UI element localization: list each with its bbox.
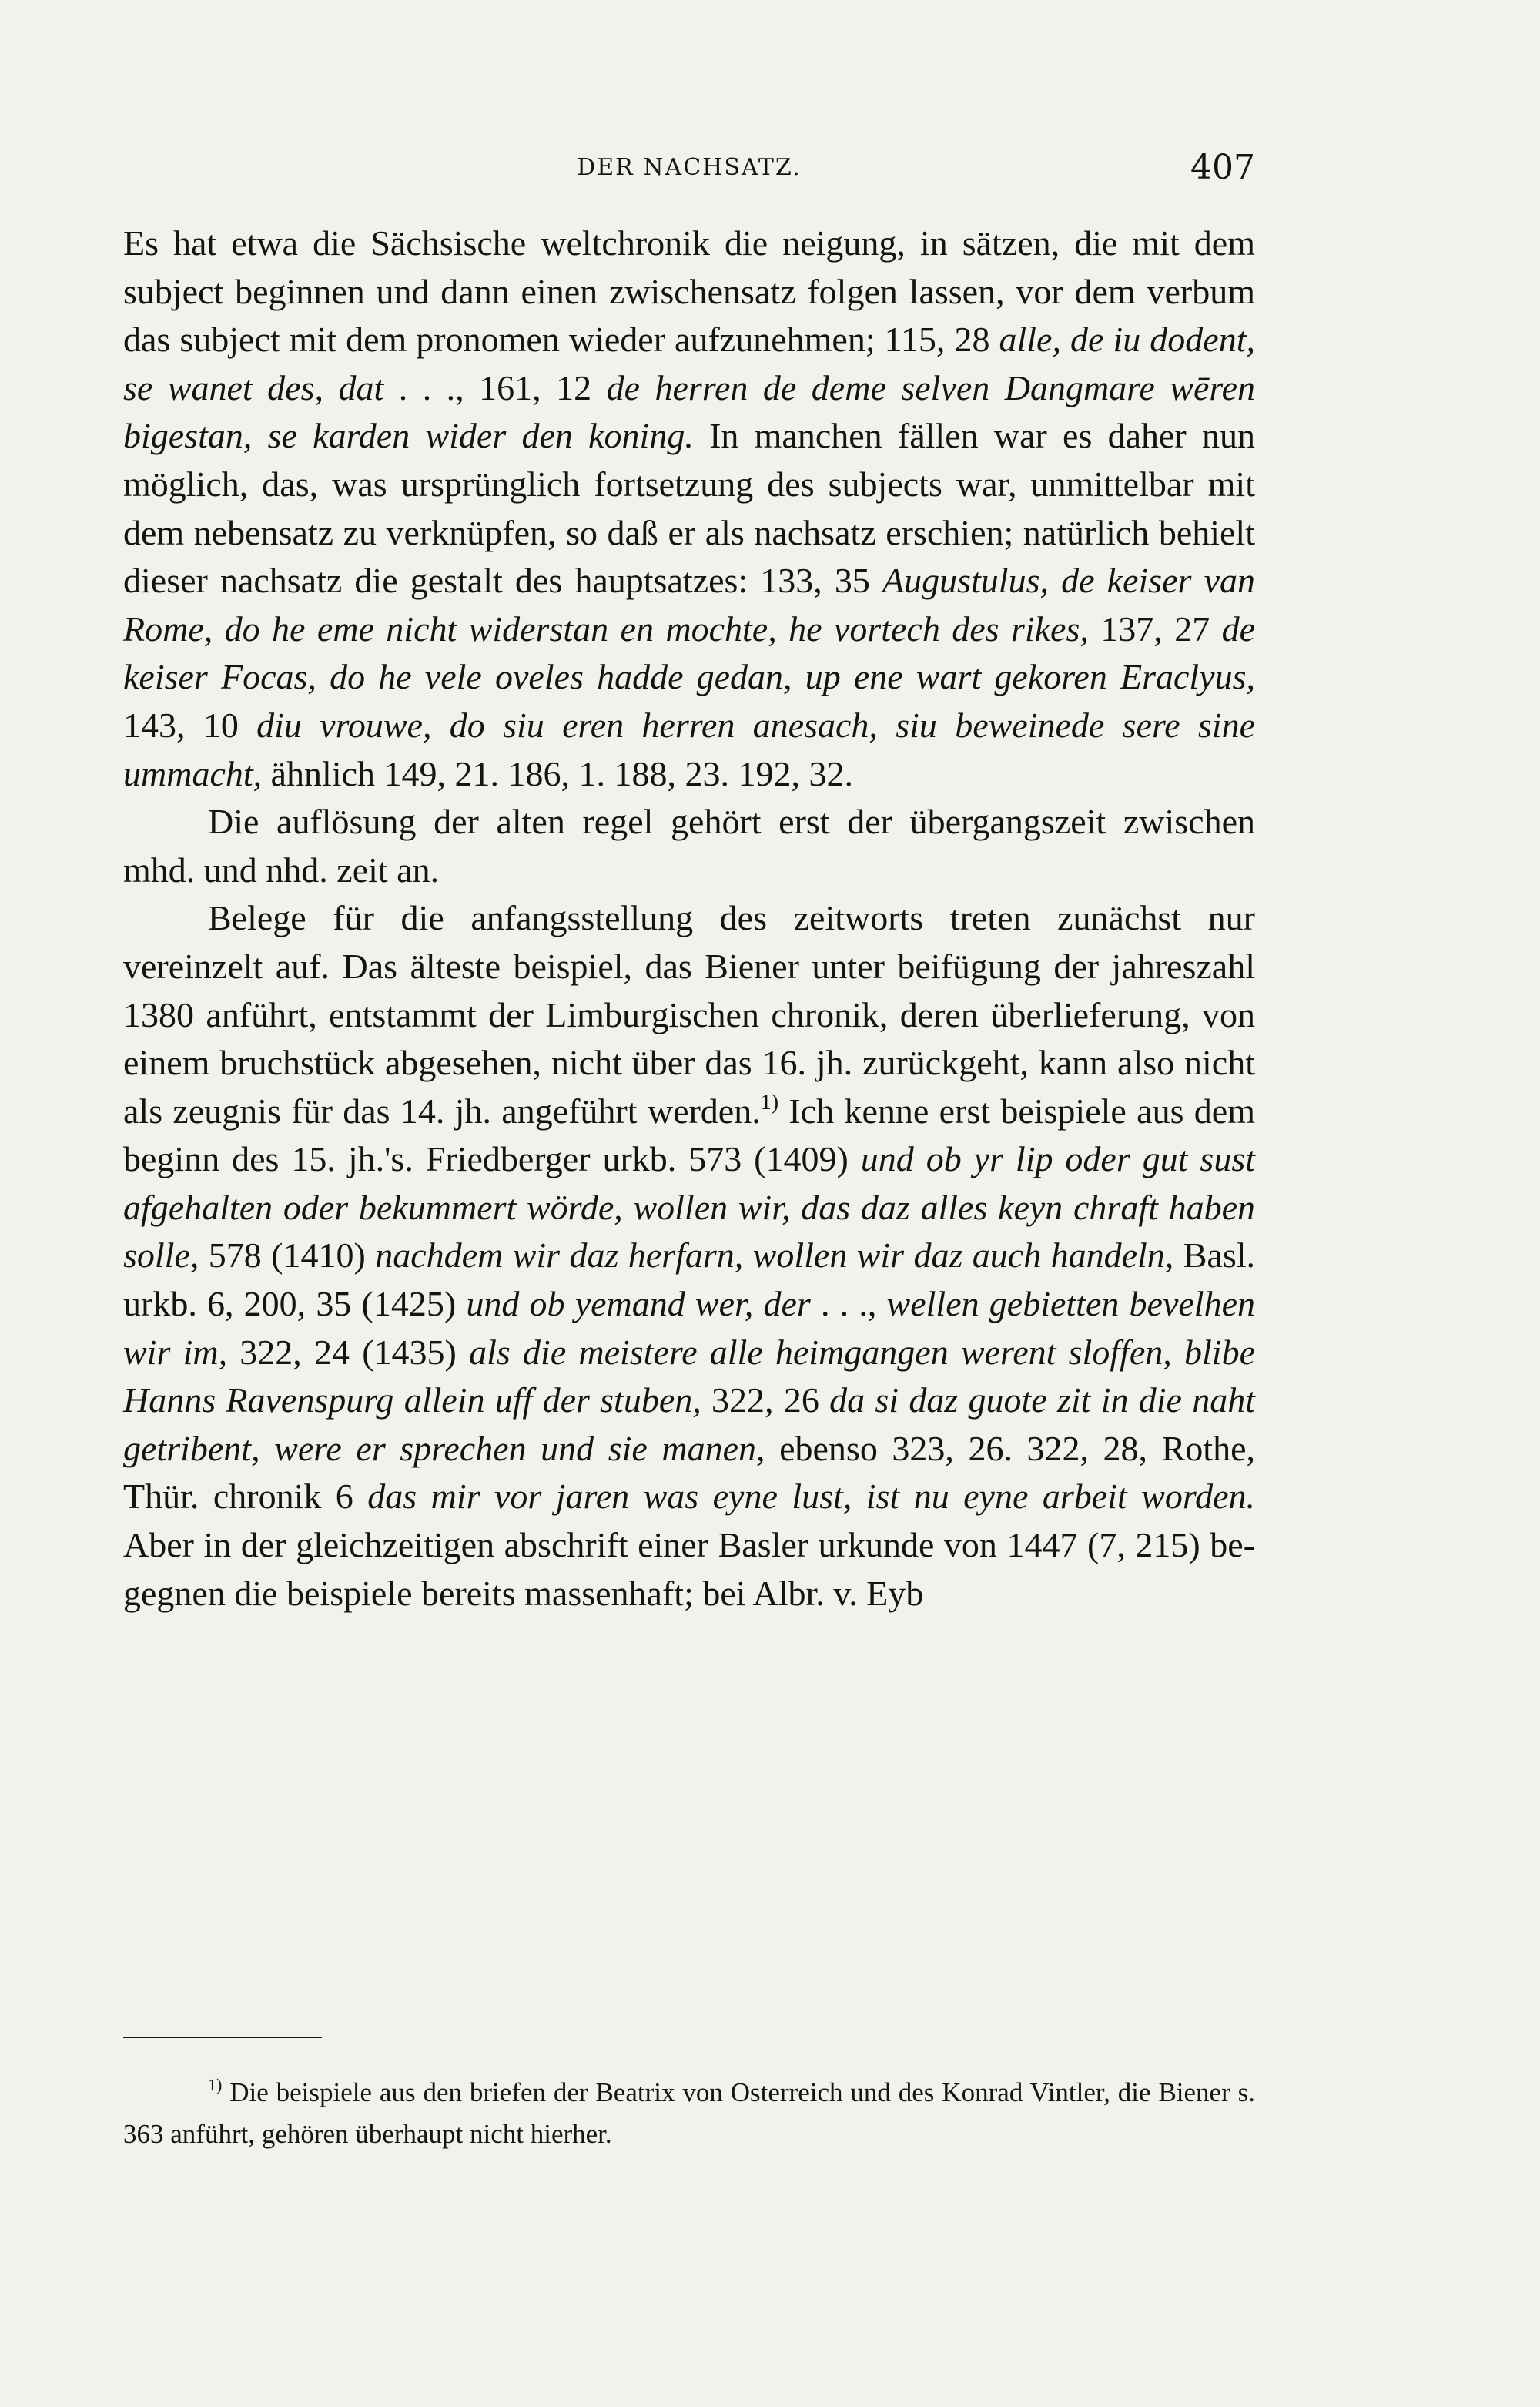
- running-head: [123, 148, 1255, 188]
- text-segment: Belege für die anfangsstellung des zeitworts treten zunächst nur vereinzelt auf. Das älteste beispiel, das Biener unter beifügung der jahreszahl 1380 anführt, entstammt der Limburgischen chronik, deren überlieferung, von einem bruchstück abgesehen, nicht über das 16. jh. zurückgeht, kann also nicht als zeugnis für das 14. jh. angeführt werden.: [123, 898, 1255, 1131]
- text-segment: 322, 24 (1435): [227, 1332, 470, 1372]
- footnote-text: [123, 2072, 1255, 2155]
- quoted-example: und ob yemand wer, der: [466, 1284, 811, 1324]
- text-segment: Aber in der gleichzeitigen abschrift einer Basler urkunde von 1447 (7, 215) begegnen die beispiele bereits massenhaft; bei Albr. v. Eyb: [123, 1525, 1255, 1613]
- text-segment: . . .,: [810, 1284, 887, 1324]
- footnote-reference: 1): [760, 1090, 779, 1115]
- quoted-example: Augustulus, de keiser van Rome, do he eme nicht widerstan en mochte, he vortech des rikes,: [123, 561, 1255, 649]
- text-segment: Es hat etwa die Sächsische weltchronik die neigung, in sätzen, die mit dem subject beginnen und dann einen zwischensatz folgen lassen, vor dem verbum das subject mit dem pronomen wieder aufzunehmen; 115, 28: [123, 223, 1255, 360]
- text-segment: 137, 27: [1088, 608, 1222, 649]
- text-segment: Die auflösung der alten regel gehört erst der übergangszeit zwischen mhd. und nhd. zeit an.: [123, 802, 1255, 890]
- quoted-example: nachdem wir daz herfarn, wollen wir daz auch handeln,: [375, 1235, 1174, 1276]
- quoted-example: und ob yr lip oder gut sust afgehalten oder bekummert wörde, wollen wir, das daz alles keyn chraft haben solle,: [123, 1139, 1256, 1276]
- quoted-example: wellen gebietten bevelhen wir im,: [123, 1284, 1255, 1372]
- paragraph-1: [123, 220, 1255, 798]
- text-segment: 322, 26: [701, 1380, 830, 1420]
- footnote: [123, 2072, 1255, 2155]
- text-segment: Ich kenne erst beispiele aus dem beginn des 15. jh.'s. Friedberger urkb. 573 (1409): [123, 1091, 1255, 1179]
- text-segment: 143, 10: [123, 705, 257, 745]
- footnote-body: Die beispiele aus den briefen der Beatrix von Osterreich und des Konrad Vintler, die Biener s. 363 anführt, gehören überhaupt nicht hierher.: [123, 2077, 1255, 2149]
- paragraph-2: [123, 798, 1255, 894]
- quoted-example: de herren de deme selven Dangmare wēren bigestan, se karden wider den koning.: [123, 367, 1255, 456]
- paragraph-3: [123, 894, 1255, 1618]
- text-segment: In manchen fällen war es daher nun möglich, das, was ursprünglich fortsetzung des subjects war, unmittelbar mit dem nebensatz zu verknüpfen, so daß er als nachsatz erschien; natürlich behielt dieser nachsatz die gestalt des hauptsatzes: 133, 35: [123, 416, 1255, 601]
- footnote-marker: 1): [208, 2075, 223, 2094]
- footnote-divider: [123, 2037, 322, 2038]
- quoted-example: diu vrouwe, do siu eren herren anesach, siu beweinede sere sine ummacht,: [123, 705, 1255, 793]
- quoted-example: alle, de iu dodent, se wanet des, dat: [123, 320, 1255, 407]
- quoted-example: das mir vor jaren was eyne lust, ist nu eyne arbeit worden.: [367, 1477, 1255, 1517]
- body-text: [123, 220, 1255, 1618]
- running-title: DER NACHSATZ.: [577, 154, 802, 181]
- text-segment: 578 (1410): [199, 1235, 376, 1276]
- text-segment: Basl. urkb. 6, 200, 35 (1425): [123, 1235, 1255, 1324]
- text-segment: . . ., 161, 12: [383, 367, 607, 407]
- quoted-example: da si daz guote zit in die naht getribent, were er sprechen und sie manen,: [123, 1380, 1256, 1468]
- text-segment: ebenso 323, 26. 322, 28, Rothe, Thür. chronik 6: [123, 1428, 1255, 1517]
- page-number: 407: [1190, 148, 1255, 187]
- quoted-example: de keiser Focas, do he vele oveles hadde gedan, up ene wart gekoren Eraclyus,: [123, 608, 1256, 697]
- quoted-example: als die meistere alle heimgangen werent sloffen, blibe Hanns Ravenspurg allein uff der stuben,: [123, 1332, 1255, 1420]
- text-segment: ähnlich 149, 21. 186, 1. 188, 23. 192, 32.: [262, 753, 854, 793]
